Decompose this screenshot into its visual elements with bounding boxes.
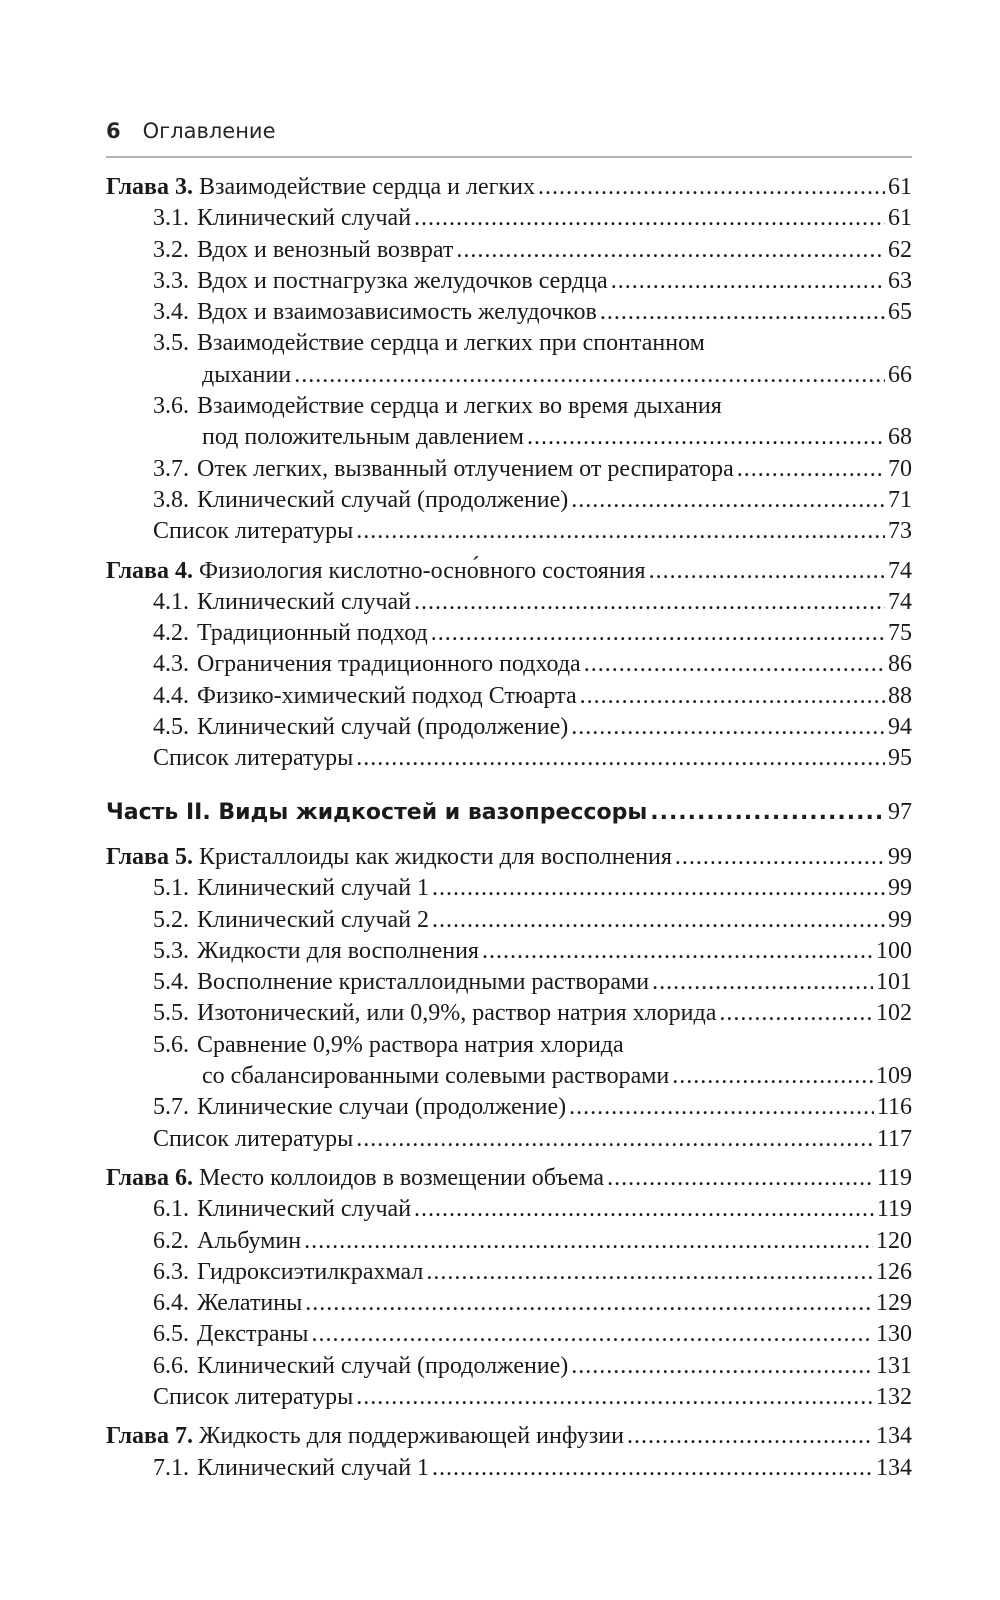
page-ref: 119 [876,1196,912,1223]
section-title: Вдох и взаимозависимость желудочков [197,299,597,326]
section-title: Декстраны [197,1321,309,1348]
section-title: Клинический случай 1 [197,1454,430,1481]
page-ref: 61 [888,205,912,232]
toc-section-entry[interactable] [106,454,912,485]
toc-part-entry[interactable] [106,797,912,828]
chapter-number: Глава 6. [106,1164,193,1191]
section-number: 5.4. [153,969,189,996]
toc-references-entry[interactable] [106,1382,912,1413]
part-title: Часть II. Виды жидкостей и вазопрессоры [106,799,648,825]
page-ref: 88 [888,682,912,709]
toc-section-entry[interactable] [106,649,912,680]
section-title: Вдох и венозный возврат [197,236,454,263]
page-ref: 75 [888,620,912,647]
toc-chapter-7 [106,1421,912,1484]
section-title: Клинический случай [197,588,412,615]
toc-chapter-entry[interactable] [106,1421,912,1452]
spacer [106,1413,912,1421]
leader-dots [356,1382,873,1413]
chapter-number: Глава 7. [106,1423,193,1450]
leader-dots [571,712,885,743]
section-title: Восполнение кристаллоидными растворами [197,969,650,996]
toc-section-entry[interactable] [106,618,912,649]
leader-dots [611,266,885,297]
references-title: Список литературы [153,1383,354,1410]
page-ref: 95 [888,745,912,772]
section-title: Альбумин [197,1227,302,1254]
section-title: Жидкости для восполнения [197,937,479,964]
section-title: Гидроксиэтилкрахмал [197,1258,424,1285]
section-number: 6.2. [153,1227,189,1254]
leader-dots [584,649,885,680]
section-title: Желатины [197,1290,303,1317]
section-title: Клинические случаи (продолжение) [197,1094,567,1121]
section-number: 4.3. [153,651,189,678]
leader-dots [305,1288,873,1319]
toc-section-entry[interactable] [106,297,912,328]
toc-section-entry[interactable] [106,998,912,1029]
spacer [106,548,912,556]
leader-dots [538,172,885,203]
section-title: Клинический случай 1 [197,875,430,902]
toc-section-entry[interactable] [106,1453,912,1484]
toc-section-entry[interactable] [106,905,912,936]
page-ref: 97 [888,798,912,825]
leader-dots [580,681,885,712]
page-ref: 126 [876,1258,912,1285]
page-ref: 120 [876,1227,912,1254]
leader-dots [482,936,873,967]
section-number: 5.3. [153,937,189,964]
toc-references-entry[interactable] [106,516,912,547]
section-title: Клинический случай [197,205,412,232]
spacer [106,775,912,797]
toc-section-entry[interactable] [106,1257,912,1288]
page-ref: 63 [888,267,912,294]
chapter-number: Глава 5. [106,843,193,870]
page-ref: 74 [888,588,912,615]
section-title: Клинический случай (продолжение) [197,486,569,513]
section-number: 3.8. [153,486,189,513]
section-title-continued: под положительным давлением [202,424,524,451]
toc-chapter-entry[interactable] [106,556,912,587]
section-title: Ограничения традиционного подхода [197,651,581,678]
toc-section-entry[interactable] [106,712,912,743]
chapter-title: Жидкость для поддерживающей инфузии [199,1423,624,1450]
section-number: 5.2. [153,906,189,933]
chapter-title: Кристаллоиды как жидкости для восполнения [199,843,672,870]
toc-section-entry[interactable] [106,1226,912,1257]
spacer [106,828,912,842]
header-title: Оглавление [142,119,276,143]
leader-dots [414,1194,874,1225]
toc-section-entry[interactable] [106,328,912,359]
toc-section-entry[interactable] [106,1351,912,1382]
section-title: Взаимодействие сердца и легких при спонтанном [197,330,705,357]
section-title: Клинический случай [197,1196,412,1223]
leader-dots [356,1124,874,1155]
toc-section-entry[interactable] [106,235,912,266]
leader-dots [432,873,885,904]
leader-dots [356,516,885,547]
chapter-title: Взаимодействие сердца и легких [199,174,535,200]
page-ref: 134 [876,1423,912,1450]
toc-section-continuation[interactable] [106,422,912,453]
leader-dots [414,587,885,618]
references-title: Список литературы [153,745,354,772]
section-number: 7.1. [153,1454,189,1481]
section-number: 3.1. [153,205,189,232]
section-title: Клинический случай (продолжение) [197,1352,569,1379]
toc-section-continuation[interactable] [106,360,912,391]
chapter-title: Физиология кислотно-осно́вного состояния [199,557,646,584]
page-ref: 71 [888,486,912,513]
page-ref: 130 [876,1321,912,1348]
leader-dots [672,1061,873,1092]
leader-dots [432,905,885,936]
table-of-contents [106,172,912,1484]
page-ref: 99 [888,875,912,902]
leader-dots [414,203,885,234]
leader-dots [607,1163,874,1194]
toc-section-entry[interactable] [106,391,912,422]
toc-section-entry[interactable] [106,967,912,998]
toc-section-entry[interactable] [106,1288,912,1319]
section-number: 5.5. [153,1000,189,1027]
page-ref: 66 [888,361,912,388]
toc-references-entry[interactable] [106,1124,912,1155]
toc-section-entry[interactable] [106,681,912,712]
section-number: 3.6. [153,393,189,420]
page-ref: 70 [888,455,912,482]
toc-chapter-entry[interactable] [106,1163,912,1194]
page-ref: 99 [888,843,912,870]
leader-dots [426,1257,873,1288]
leader-dots [649,556,885,587]
section-number: 6.5. [153,1321,189,1348]
toc-section-entry[interactable] [106,936,912,967]
page-ref: 100 [876,937,912,964]
section-number: 6.1. [153,1196,189,1223]
leader-dots [737,454,885,485]
toc-section-entry[interactable] [106,873,912,904]
section-number: 4.4. [153,682,189,709]
toc-section-entry[interactable] [106,1030,912,1061]
page-ref: 117 [876,1125,912,1152]
page-ref: 134 [876,1454,912,1481]
toc-section-entry[interactable] [106,1319,912,1350]
page-ref: 65 [888,299,912,326]
section-title: Отек легких, вызванный отлучением от респиратора [197,455,734,482]
section-number: 4.1. [153,588,189,615]
leader-dots [432,1453,873,1484]
toc-section-entry[interactable] [106,203,912,234]
toc-section-entry[interactable] [106,587,912,618]
section-number: 3.4. [153,299,189,326]
toc-chapter-6 [106,1163,912,1413]
section-number: 6.3. [153,1258,189,1285]
leader-dots [311,1319,873,1350]
leader-dots [600,297,885,328]
page-number: 6 [106,119,121,143]
toc-chapter-entry[interactable] [106,842,912,873]
page-ref: 68 [888,424,912,451]
section-number: 6.4. [153,1290,189,1317]
page-ref: 86 [888,651,912,678]
leader-dots [356,743,885,774]
chapter-number: Глава 4. [106,557,193,584]
section-number: 4.5. [153,714,189,741]
leader-dots [294,360,885,391]
section-number: 5.1. [153,875,189,902]
page-ref: 101 [876,969,912,996]
toc-chapter-3 [106,172,912,548]
section-number: 4.2. [153,620,189,647]
leader-dots [675,842,885,873]
leader-dots [719,998,873,1029]
section-title: Клинический случай 2 [197,906,430,933]
leader-dots [569,1092,874,1123]
toc-section-entry[interactable] [106,1092,912,1123]
leader-dots [304,1226,873,1257]
page-ref: 109 [876,1063,912,1090]
toc-chapter-5 [106,842,912,1155]
section-title: Вдох и постнагрузка желудочков сердца [197,267,608,294]
spacer [106,1155,912,1163]
section-title-continued: дыхании [202,361,292,388]
leader-dots [527,422,885,453]
section-number: 3.7. [153,455,189,482]
chapter-number: Глава 3. [106,174,193,200]
leader-dots [650,797,885,828]
page-ref: 99 [888,906,912,933]
page-ref: 62 [888,236,912,263]
section-title: Изотонический, или 0,9%, раствор натрия хлорида [197,1000,717,1027]
section-number: 5.6. [153,1031,189,1058]
section-number: 5.7. [153,1094,189,1121]
page-ref: 102 [876,1000,912,1027]
toc-section-continuation[interactable] [106,1061,912,1092]
section-title: Традиционный подход [197,620,428,647]
page-ref: 132 [876,1383,912,1410]
toc-section-entry[interactable] [106,485,912,516]
section-number: 3.3. [153,267,189,294]
page-ref: 119 [876,1164,912,1191]
leader-dots [571,485,885,516]
section-number: 3.2. [153,236,189,263]
page-ref: 116 [876,1094,912,1121]
toc-chapter-4 [106,556,912,775]
section-title: Взаимодействие сердца и легких во время дыхания [197,393,722,420]
section-title: Сравнение 0,9% раствора натрия хлорида [197,1031,624,1058]
toc-chapter-entry[interactable] [106,172,912,203]
toc-section-entry[interactable] [106,266,912,297]
leader-dots [431,618,885,649]
page-ref: 129 [876,1290,912,1317]
page-ref: 61 [888,174,912,200]
section-title: Клинический случай (продолжение) [197,714,569,741]
running-header [106,118,912,158]
toc-section-entry[interactable] [106,1194,912,1225]
section-title-continued: со сбалансированными солевыми растворами [202,1063,670,1090]
leader-dots [571,1351,873,1382]
section-number: 3.5. [153,330,189,357]
page-ref: 94 [888,714,912,741]
references-title: Список литературы [153,518,354,545]
leader-dots [652,967,873,998]
references-title: Список литературы [153,1125,354,1152]
page-ref: 73 [888,518,912,545]
section-number: 6.6. [153,1352,189,1379]
page-ref: 74 [888,557,912,584]
toc-references-entry[interactable] [106,743,912,774]
leader-dots [456,235,885,266]
chapter-title: Место коллоидов в возмещении объема [199,1164,605,1191]
leader-dots [627,1421,873,1452]
section-title: Физико-химический подход Стюарта [197,682,577,709]
page-ref: 131 [876,1352,912,1379]
